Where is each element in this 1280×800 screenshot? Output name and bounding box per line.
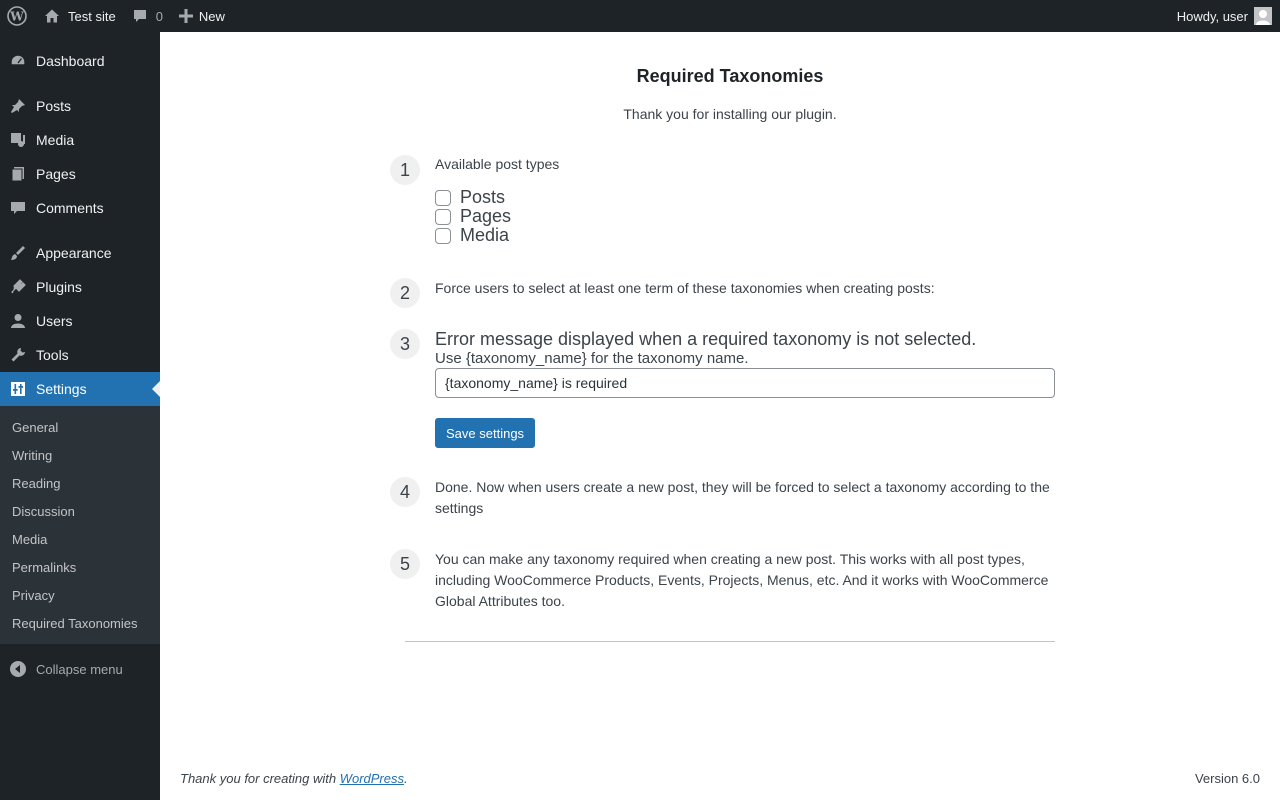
main-content	[160, 32, 1280, 800]
step-heading: Available post types	[435, 156, 560, 172]
new-label: New	[198, 8, 225, 24]
divider	[405, 641, 1055, 642]
site-name-link[interactable]	[34, 0, 124, 32]
sidebar-item-label: Users	[36, 313, 73, 329]
sidebar-item-label: Posts	[36, 98, 72, 114]
home-icon	[44, 8, 60, 24]
dashboard-icon	[0, 52, 36, 70]
account-menu[interactable]	[1177, 0, 1280, 32]
checkbox-pages[interactable]	[435, 209, 451, 225]
admin-sidebar	[0, 32, 160, 800]
sidebar-item-label: Tools	[36, 347, 69, 363]
checkbox-label: Media	[460, 225, 510, 245]
wordpress-link[interactable]: WordPress	[339, 771, 404, 786]
post-type-option-media	[435, 226, 1055, 245]
sidebar-item-label: Appearance	[36, 245, 112, 261]
comments-link[interactable]	[124, 0, 171, 32]
sidebar-item-appearance[interactable]	[0, 236, 160, 270]
submenu-item-writing[interactable]: Writing	[12, 447, 53, 463]
footer-thanks: Thank you for creating with WordPress.	[180, 771, 408, 786]
settings-icon	[0, 380, 36, 398]
submenu-item-permalinks[interactable]: Permalinks	[12, 559, 77, 575]
submenu-item-media[interactable]: Media	[12, 531, 48, 547]
wordpress-logo-icon[interactable]	[0, 0, 34, 32]
sidebar-item-dashboard[interactable]	[0, 44, 160, 78]
submenu-item-discussion[interactable]: Discussion	[12, 503, 75, 519]
sidebar-item-label: Media	[36, 132, 75, 148]
sidebar-item-users[interactable]	[0, 304, 160, 338]
comment-icon	[0, 199, 36, 217]
plus-icon	[179, 9, 193, 23]
collapse-icon	[0, 660, 36, 678]
checkbox-posts[interactable]	[435, 190, 451, 206]
collapse-label: Collapse menu	[36, 661, 123, 677]
settings-submenu	[0, 406, 160, 644]
step-body	[435, 329, 1055, 448]
submenu-item-privacy[interactable]: Privacy	[12, 587, 55, 603]
new-content-link[interactable]	[171, 0, 233, 32]
error-message-heading: Error message displayed when a required taxonomy is not selected.	[435, 329, 977, 349]
step-3	[390, 329, 1055, 448]
post-type-option-pages	[435, 207, 1055, 226]
step-1	[390, 155, 1055, 245]
sidebar-item-pages[interactable]	[0, 157, 160, 191]
submenu-item-reading[interactable]: Reading	[12, 475, 61, 491]
step-number: 1	[390, 155, 420, 185]
admin-bar	[0, 0, 1280, 32]
step-5	[390, 549, 1055, 612]
error-message-input[interactable]: {taxonomy_name} is required	[435, 368, 1055, 398]
plug-icon	[0, 278, 36, 296]
sidebar-item-posts[interactable]	[0, 89, 160, 123]
step-text: Force users to select at least one term of these taxonomies when creating posts:	[435, 280, 935, 296]
sidebar-item-settings[interactable]	[0, 372, 160, 406]
user-icon	[0, 312, 36, 330]
svg-text:W: W	[10, 9, 24, 24]
step-number: 4	[390, 477, 420, 507]
wrench-icon	[0, 346, 36, 364]
pin-icon	[0, 97, 36, 115]
checkbox-label: Posts	[460, 187, 506, 207]
sidebar-item-label: Plugins	[36, 279, 82, 295]
sidebar-item-label: Pages	[36, 166, 76, 182]
site-name: Test site	[68, 8, 116, 24]
comments-count: 0	[155, 8, 163, 24]
checkbox-label: Pages	[460, 206, 512, 226]
step-4	[390, 477, 1055, 519]
checkbox-media[interactable]	[435, 228, 451, 244]
post-type-option-posts	[435, 188, 1055, 207]
howdy-text: Howdy, user	[1176, 8, 1248, 24]
step-text: You can make any taxonomy required when creating a new post. This works with all post types, including WooCommerce Products, Events, Projects, Menus, etc. And it works with WooCommerce Global Attributes too.	[435, 551, 1049, 609]
sidebar-item-comments[interactable]	[0, 191, 160, 225]
step-number: 2	[390, 278, 420, 308]
step-2	[390, 278, 1055, 308]
avatar	[1254, 7, 1272, 25]
page-title: Required Taxonomies	[636, 66, 824, 86]
save-settings-button[interactable]: Save settings	[435, 418, 535, 448]
footer-version: Version 6.0	[1194, 771, 1260, 786]
step-text: Done. Now when users create a new post, they will be forced to select a taxonomy according to the settings	[435, 479, 1050, 516]
page-subtitle: Thank you for installing our plugin.	[623, 106, 837, 122]
sidebar-item-tools[interactable]	[0, 338, 160, 372]
submenu-item-required-taxonomies[interactable]: Required Taxonomies	[12, 615, 138, 631]
pages-icon	[0, 165, 36, 183]
step-number: 3	[390, 329, 420, 359]
error-message-hint: Use {taxonomy_name} for the taxonomy name.	[435, 350, 749, 367]
submenu-item-general[interactable]: General	[12, 419, 59, 435]
sidebar-item-media[interactable]	[0, 123, 160, 157]
brush-icon	[0, 244, 36, 262]
sidebar-item-plugins[interactable]	[0, 270, 160, 304]
step-number: 5	[390, 549, 420, 579]
step-body	[435, 155, 1055, 245]
collapse-menu-button[interactable]	[0, 652, 160, 686]
sidebar-item-label: Settings	[36, 381, 87, 397]
media-icon	[0, 131, 36, 149]
sidebar-item-label: Comments	[36, 200, 104, 216]
sidebar-item-label: Dashboard	[36, 53, 105, 69]
comment-icon	[132, 8, 148, 24]
